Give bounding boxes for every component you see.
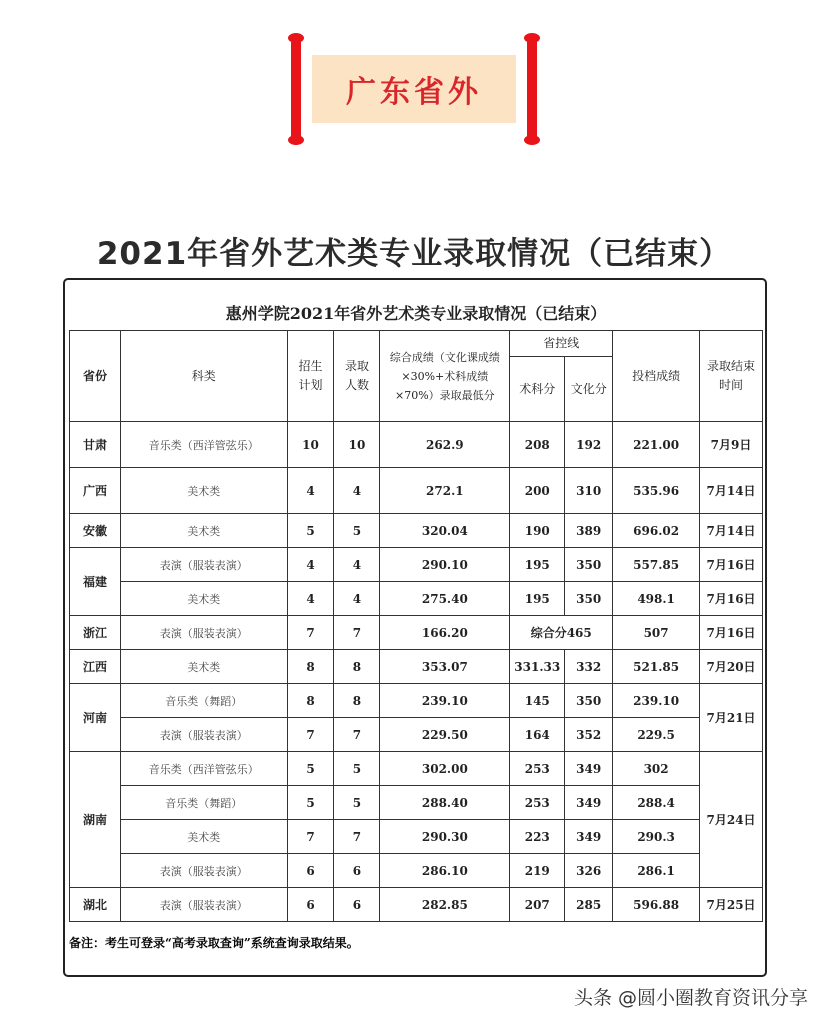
end-time-cell: 7月14日 — [700, 468, 763, 514]
end-time-cell: 7月20日 — [700, 650, 763, 684]
table-row — [70, 650, 763, 684]
category-cell: 表演（服装表演） — [120, 888, 287, 922]
admitted-cell: 7 — [334, 820, 380, 854]
culture-line-cell: 350 — [565, 582, 613, 616]
table-row — [70, 548, 763, 582]
category-cell: 美术类 — [120, 514, 287, 548]
min-score-cell: 272.1 — [380, 468, 510, 514]
table-row — [70, 684, 763, 718]
plan-cell: 5 — [287, 786, 334, 820]
end-time-cell: 7月9日 — [700, 422, 763, 468]
art-line-cell: 200 — [510, 468, 565, 514]
category-cell: 美术类 — [120, 820, 287, 854]
watermark: 头条 @圆小圈教育资讯分享 — [573, 987, 808, 1009]
table-row — [70, 422, 763, 468]
scroll-rod-left — [288, 33, 304, 145]
admitted-cell: 4 — [334, 548, 380, 582]
admitted-cell: 4 — [334, 582, 380, 616]
filing-score-cell: 290.3 — [613, 820, 700, 854]
filing-score-cell: 696.02 — [613, 514, 700, 548]
table-row — [70, 752, 763, 786]
plan-cell: 8 — [287, 684, 334, 718]
plan-cell: 10 — [287, 422, 334, 468]
table-row — [70, 854, 763, 888]
admission-table-card — [63, 278, 767, 977]
culture-line-cell: 349 — [565, 786, 613, 820]
header-category: 科类 — [120, 331, 287, 422]
category-cell: 音乐类（舞蹈） — [120, 684, 287, 718]
filing-score-cell: 557.85 — [613, 548, 700, 582]
art-line-cell: 207 — [510, 888, 565, 922]
end-time-cell: 7月24日 — [700, 752, 763, 888]
admission-table — [69, 296, 763, 922]
plan-cell: 4 — [287, 582, 334, 616]
culture-line-cell: 350 — [565, 684, 613, 718]
category-cell: 表演（服装表演） — [120, 718, 287, 752]
category-cell: 表演（服装表演） — [120, 854, 287, 888]
table-row — [70, 616, 763, 650]
admitted-cell: 10 — [334, 422, 380, 468]
min-score-cell: 262.9 — [380, 422, 510, 468]
end-time-cell: 7月16日 — [700, 616, 763, 650]
banner-scroll — [288, 33, 540, 145]
culture-line-cell: 285 — [565, 888, 613, 922]
filing-score-cell: 596.88 — [613, 888, 700, 922]
filing-score-cell: 239.10 — [613, 684, 700, 718]
filing-score-cell: 302 — [613, 752, 700, 786]
admitted-cell: 6 — [334, 854, 380, 888]
category-cell: 音乐类（舞蹈） — [120, 786, 287, 820]
plan-cell: 7 — [287, 718, 334, 752]
plan-cell: 6 — [287, 854, 334, 888]
min-score-cell: 353.07 — [380, 650, 510, 684]
province-cell: 福建 — [70, 548, 121, 616]
end-time-cell: 7月16日 — [700, 548, 763, 582]
table-row — [70, 514, 763, 548]
header-province: 省份 — [70, 331, 121, 422]
art-line-cell: 208 — [510, 422, 565, 468]
culture-line-cell: 352 — [565, 718, 613, 752]
admitted-cell: 5 — [334, 786, 380, 820]
table-note: 备注：考生可登录“高考录取查询”系统查询录取结果。 — [69, 936, 359, 950]
header-end-time: 录取结束时间 — [700, 331, 763, 422]
header-min-score: 综合成绩（文化课成绩×30%+术科成绩×70%）录取最低分 — [380, 331, 510, 422]
end-time-cell: 7月16日 — [700, 582, 763, 616]
filing-score-cell: 535.96 — [613, 468, 700, 514]
art-line-cell: 195 — [510, 548, 565, 582]
category-cell: 表演（服装表演） — [120, 548, 287, 582]
admitted-cell: 5 — [334, 752, 380, 786]
plan-cell: 7 — [287, 820, 334, 854]
province-cell: 湖北 — [70, 888, 121, 922]
plan-cell: 6 — [287, 888, 334, 922]
plan-cell: 4 — [287, 548, 334, 582]
header-admitted: 录取人数 — [334, 331, 380, 422]
province-cell: 甘肃 — [70, 422, 121, 468]
min-score-cell: 290.10 — [380, 548, 510, 582]
filing-score-cell: 221.00 — [613, 422, 700, 468]
filing-score-cell: 286.1 — [613, 854, 700, 888]
province-cell: 河南 — [70, 684, 121, 752]
category-cell: 美术类 — [120, 582, 287, 616]
art-line-cell: 145 — [510, 684, 565, 718]
admitted-cell: 8 — [334, 684, 380, 718]
min-score-cell: 166.20 — [380, 616, 510, 650]
min-score-cell: 320.04 — [380, 514, 510, 548]
table-title: 惠州学院2021年省外艺术类专业录取情况（已结束） — [70, 296, 763, 331]
admitted-cell: 7 — [334, 616, 380, 650]
table-row — [70, 468, 763, 514]
province-cell: 广西 — [70, 468, 121, 514]
culture-line-cell: 350 — [565, 548, 613, 582]
plan-cell: 5 — [287, 514, 334, 548]
culture-line-cell: 326 — [565, 854, 613, 888]
culture-line-cell: 192 — [565, 422, 613, 468]
admitted-cell: 6 — [334, 888, 380, 922]
art-line-cell: 223 — [510, 820, 565, 854]
plan-cell: 7 — [287, 616, 334, 650]
min-score-cell: 239.10 — [380, 684, 510, 718]
filing-score-cell: 521.85 — [613, 650, 700, 684]
plan-cell: 4 — [287, 468, 334, 514]
min-score-cell: 282.85 — [380, 888, 510, 922]
table-row — [70, 820, 763, 854]
min-score-cell: 229.50 — [380, 718, 510, 752]
end-time-cell: 7月25日 — [700, 888, 763, 922]
admitted-cell: 7 — [334, 718, 380, 752]
min-score-cell: 288.40 — [380, 786, 510, 820]
art-line-cell: 253 — [510, 752, 565, 786]
category-cell: 美术类 — [120, 468, 287, 514]
category-cell: 表演（服装表演） — [120, 616, 287, 650]
art-line-cell: 253 — [510, 786, 565, 820]
art-line-cell: 164 — [510, 718, 565, 752]
category-cell: 音乐类（西洋管弦乐） — [120, 752, 287, 786]
filing-score-cell: 507 — [613, 616, 700, 650]
header-filing-score: 投档成绩 — [613, 331, 700, 422]
end-time-cell: 7月14日 — [700, 514, 763, 548]
plan-cell: 5 — [287, 752, 334, 786]
min-score-cell: 302.00 — [380, 752, 510, 786]
culture-line-cell: 389 — [565, 514, 613, 548]
header-art-line: 术科分 — [510, 357, 565, 422]
combined-line-cell: 综合分465 — [510, 616, 613, 650]
province-cell: 浙江 — [70, 616, 121, 650]
category-cell: 音乐类（西洋管弦乐） — [120, 422, 287, 468]
header-culture-line: 文化分 — [565, 357, 613, 422]
header-control-line: 省控线 — [510, 331, 613, 357]
art-line-cell: 190 — [510, 514, 565, 548]
culture-line-cell: 349 — [565, 752, 613, 786]
art-line-cell: 219 — [510, 854, 565, 888]
filing-score-cell: 498.1 — [613, 582, 700, 616]
province-cell: 江西 — [70, 650, 121, 684]
culture-line-cell: 310 — [565, 468, 613, 514]
admitted-cell: 8 — [334, 650, 380, 684]
admitted-cell: 4 — [334, 468, 380, 514]
table-row — [70, 888, 763, 922]
admitted-cell: 5 — [334, 514, 380, 548]
banner-label: 广东省外 — [312, 55, 516, 123]
art-line-cell: 331.33 — [510, 650, 565, 684]
scroll-rod-right — [524, 33, 540, 145]
culture-line-cell: 349 — [565, 820, 613, 854]
table-row — [70, 718, 763, 752]
province-cell: 安徽 — [70, 514, 121, 548]
filing-score-cell: 229.5 — [613, 718, 700, 752]
end-time-cell: 7月21日 — [700, 684, 763, 752]
table-row — [70, 582, 763, 616]
category-cell: 美术类 — [120, 650, 287, 684]
filing-score-cell: 288.4 — [613, 786, 700, 820]
culture-line-cell: 332 — [565, 650, 613, 684]
province-cell: 湖南 — [70, 752, 121, 888]
page-title: 2021年省外艺术类专业录取情况（已结束） — [96, 236, 732, 272]
art-line-cell: 195 — [510, 582, 565, 616]
plan-cell: 8 — [287, 650, 334, 684]
header-plan: 招生计划 — [287, 331, 334, 422]
min-score-cell: 286.10 — [380, 854, 510, 888]
min-score-cell: 290.30 — [380, 820, 510, 854]
table-row — [70, 786, 763, 820]
min-score-cell: 275.40 — [380, 582, 510, 616]
